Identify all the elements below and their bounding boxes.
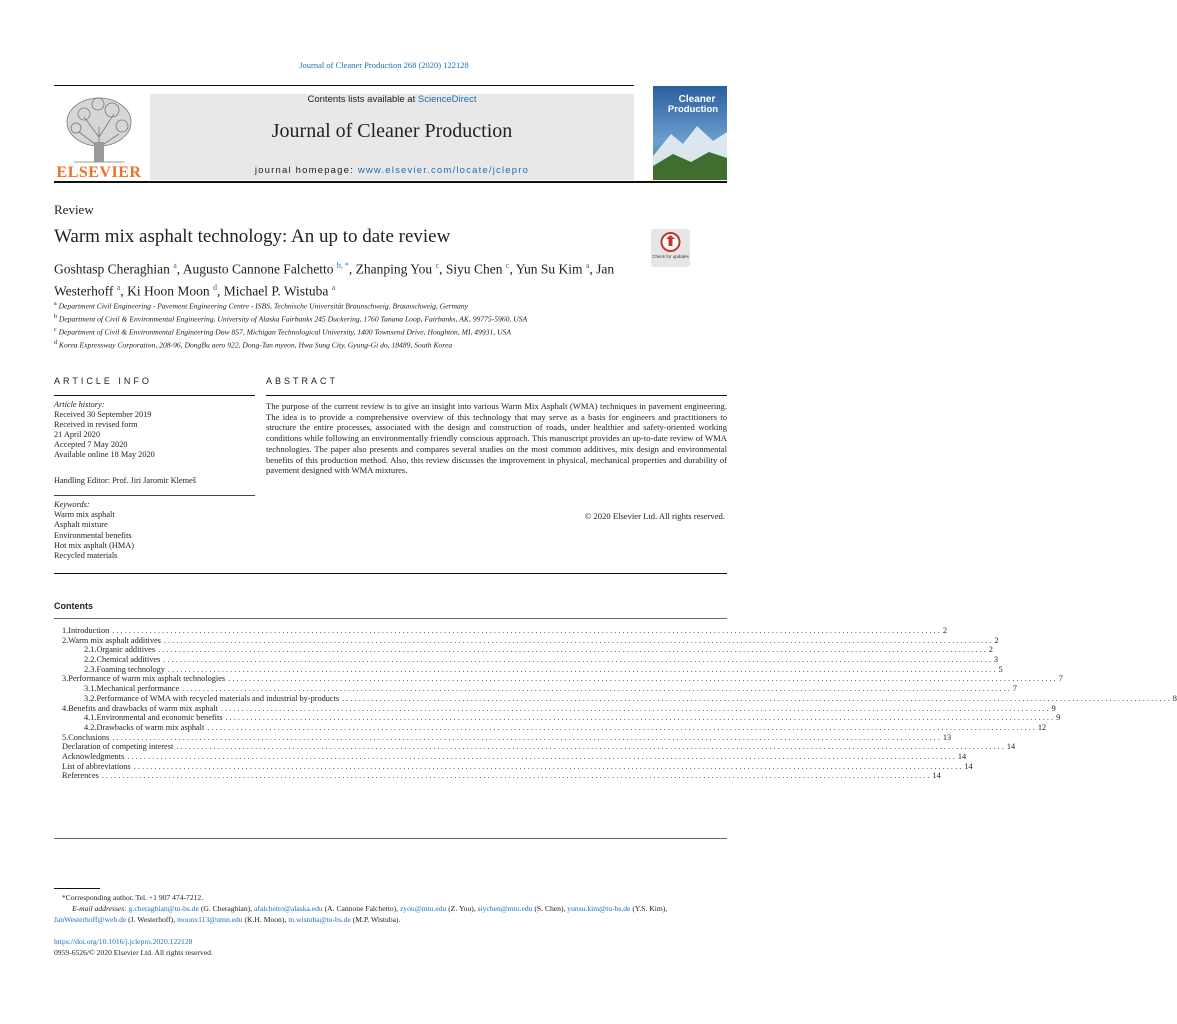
author-affiliation-mark[interactable]: a: [116, 282, 121, 292]
toc-leader-dots: . . . . . . . . . . . . . . . . . . . . . . . . . . . . . . . . . . . . . . . . . . . . . . . . . . . . . . . . . . . . . . . . . . . . . . . . . . . . . . . . . . . . . . . . . . . . . . . . . . . . . . . . . . . . . . . . . . . . . . . . . . . . . . . . . . . . . . . . . . . . . . . . . . . . . . . . . . . . . . . . . . . . . . . . . . . . . . . . . . . . . . . . . . . . . . . . . . . . . . . .: [221, 703, 1049, 713]
email-link[interactable]: siychen@mtu.edu: [477, 904, 533, 913]
toc-title[interactable]: Performance of warm mix asphalt technologies: [68, 674, 226, 684]
toc-number: [54, 752, 62, 762]
toc-title[interactable]: Organic additives: [96, 645, 156, 655]
toc-entry[interactable]: [54, 751, 967, 762]
toc-page: 8: [1172, 693, 1177, 703]
email-addresses: E-mail addresses: g.cheraghian@tu-bs.de (G. Cheraghian), afalchetto@alaska.edu (A. Cannone Falchetto), zyou@mtu.edu (Z. You), siychen@mtu.edu (S. Chen), yunsu.kim@tu-bs.de (Y.S. Kim), JanWesterhoff@web.de (J. Westerhoff), moonx113@umn.edu (K.H. Moon), m.wistuba@tu-bs.de (M.P. Wistuba).: [54, 904, 668, 924]
author-name[interactable]: Yun Su Kim: [515, 261, 583, 277]
toc-number: 2.2.: [84, 655, 97, 665]
article-info-heading: ARTICLE INFO: [54, 376, 152, 386]
toc-leader-dots: . . . . . . . . . . . . . . . . . . . . . . . . . . . . . . . . . . . . . . . . . . . . . . . . . . . . . . . . . . . . . . . . . . . . . . . . . . . . . . . . . . . . . . . . . . . . . . . . . . . . . . . . . . . . . . . . . . . . . . . . . . . . . . . . . . . . . . . . . . . . . . . . . . . . . . . . . . . . . . . . . . . . . . . . . . . . . . . . . . . . . . . . . . . . . . . . . . . . . . . .: [176, 742, 1004, 752]
author-affiliation-mark[interactable]: c: [435, 261, 440, 270]
author-affiliation-mark[interactable]: a: [173, 261, 177, 270]
toc-title[interactable]: Warm mix asphalt additives: [68, 635, 161, 645]
toc-title[interactable]: Foaming technology: [96, 664, 165, 674]
history-label: Article history:: [54, 400, 105, 409]
article-type: Review: [54, 202, 94, 217]
affiliation-item: [54, 312, 734, 325]
toc-entry[interactable]: [54, 703, 1056, 714]
author-name[interactable]: Zhanping You: [355, 261, 433, 277]
toc-leader-dots: . . . . . . . . . . . . . . . . . . . . . . . . . . . . . . . . . . . . . . . . . . . . . . . . . . . . . . . . . . . . . . . . . . . . . . . . . . . . . . . . . . . . . . . . . . . . . . . . . . . . . . . . . . . . . . . . . . . . . . . . . . . . . . . . . . . . . . . . . . . . . . . . . . . . . . . . . . . . . . . . . . . . . . . . . . . . . . . . . . . . . . . . . . . . . . . . . . . . . . . .: [112, 732, 940, 742]
toc-number: 5.: [62, 732, 69, 742]
contents-available-text: Contents lists available at: [307, 94, 418, 105]
keyword-item: Recycled materials: [54, 551, 118, 561]
toc-leader-dots: . . . . . . . . . . . . . . . . . . . . . . . . . . . . . . . . . . . . . . . . . . . . . . . . . . . . . . . . . . . . . . . . . . . . . . . . . . . . . . . . . . . . . . . . . . . . . . . . . . . . . . . . . . . . . . . . . . . . . . . . . . . . . . . . . . . . . . . . . . . . . . . . . . . . . . . . . . . . . . . . . . . . . . . . . . . . . . . . . . . . . . . . . . . . . . . . . . . . . . . .: [133, 761, 962, 771]
paper-title: Warm mix asphalt technology: An up to date review: [54, 226, 451, 247]
affiliation-key: d: [54, 340, 57, 347]
author-name[interactable]: Ki Hoon Moon: [127, 283, 210, 298]
author-name[interactable]: Jan Westerhoff: [54, 261, 615, 298]
toc-number: [54, 762, 62, 772]
affiliation-item: [54, 338, 734, 351]
toc-page: 3: [993, 655, 999, 665]
toc-leader-dots: . . . . . . . . . . . . . . . . . . . . . . . . . . . . . . . . . . . . . . . . . . . . . . . . . . . . . . . . . . . . . . . . . . . . . . . . . . . . . . . . . . . . . . . . . . . . . . . . . . . . . . . . . . . . . . . . . . . . . . . . . . . . . . . . . . . . . . . . . . . . . . . . . . . . . . . . . . . . . . . . . . . . . . . . . . . . . . . . . . . . . . . . . . . . . . . . . . . . . . . .: [342, 693, 1170, 703]
keyword-item: Hot mix asphalt (HMA): [54, 540, 134, 550]
toc-page: 2: [942, 626, 948, 635]
author-name[interactable]: Goshtasp Cheraghian: [54, 261, 170, 277]
author-affiliation-mark[interactable]: b, *: [336, 261, 349, 270]
email-link[interactable]: afalchetto@alaska.edu: [253, 904, 323, 913]
toc-title[interactable]: Performance of WMA with recycled materials and industrial by-products: [96, 693, 340, 703]
history-item: Received 30 September 2019: [54, 410, 152, 419]
toc-number: 1.: [62, 626, 69, 635]
toc-page: 7: [1012, 684, 1017, 694]
toc-entry[interactable]: [54, 732, 952, 743]
toc-leader-dots: . . . . . . . . . . . . . . . . . . . . . . . . . . . . . . . . . . . . . . . . . . . . . . . . . . . . . . . . . . . . . . . . . . . . . . . . . . . . . . . . . . . . . . . . . . . . . . . . . . . . . . . . . . . . . . . . . . . . . . . . . . . . . . . . . . . . . . . . . . . . . . . . . . . . . . . . . . . . . . . . . . . . . . . . . . . . . . . . . . . . . . . . . . . . . . . . . . . . . . . .: [127, 751, 955, 761]
toc-entry[interactable]: [54, 713, 1061, 723]
toc-number: 3.2.: [84, 693, 97, 703]
footnote-rule: [54, 888, 100, 889]
abstract-text: The purpose of the current review is to give an insight into various Warm Mix Asphalt (WMA) techniques in pavement engineering. The idea is to provide a comprehensive overview of this technology that may serve as a basis for engineers and practitioners to structure the entire processes, associated with the design and construction of roads, under healthier and safety-oriented working conditions while following an environmentally friendly conscious approach. This manuscript provides an up-to-date review of WMA technologies. The paper also presents and compares several studies on the most common additives, mix design and environmental benefits of this production method. Also, this review discusses the improvement in physical, mechanical properties and durability of pavement designed with WMA mixtures.: [266, 401, 727, 476]
cover-title-line2: Production: [667, 104, 719, 115]
author-affiliation-mark[interactable]: a: [331, 282, 336, 292]
contents-heading: Contents: [54, 601, 93, 611]
toc-entry[interactable]: [54, 664, 1003, 675]
author-name[interactable]: Augusto Cannone Falchetto: [182, 261, 334, 277]
keywords-rule: [54, 495, 255, 496]
contents-bottom-rule: [54, 838, 727, 839]
keywords-label: Keywords:: [54, 500, 90, 509]
history-item: 21 April 2020: [54, 430, 101, 439]
toc-title[interactable]: Introduction: [68, 626, 110, 635]
affiliation-key: b: [54, 314, 57, 321]
toc-title[interactable]: Acknowledgments: [62, 751, 125, 761]
toc-number: 4.2.: [84, 722, 97, 732]
homepage-label: journal homepage:: [254, 165, 358, 176]
keyword-list: [54, 510, 255, 561]
toc-entry[interactable]: [54, 761, 973, 772]
check-updates-icon: [651, 229, 690, 267]
toc-leader-dots: . . . . . . . . . . . . . . . . . . . . . . . . . . . . . . . . . . . . . . . . . . . . . . . . . . . . . . . . . . . . . . . . . . . . . . . . . . . . . . . . . . . . . . . . . . . . . . . . . . . . . . . . . . . . . . . . . . . . . . . . . . . . . . . . . . . . . . . . . . . . . . . . . . . . . . . . . . . . . . . . . . . . . . . . . . . . . . . . . . . . . . . . . . . . . . . . . . . . . . . .: [163, 655, 991, 665]
history-item: Available online 18 May 2020: [54, 450, 155, 459]
author-affiliation-mark[interactable]: a: [585, 261, 590, 270]
doi-link[interactable]: https://doi.org/10.1016/j.jclepro.2020.122128: [54, 937, 193, 946]
email-link[interactable]: moonx113@umn.edu: [177, 915, 243, 924]
keyword-item: Environmental benefits: [54, 530, 132, 540]
footnote-block: [54, 892, 727, 925]
toc-page: 9: [1056, 713, 1061, 723]
affiliation-text: Department of Civil & Environmental Engineering, University of Alaska Fairbanks 245 Duckering, 1760 Tanana Loop, Fairbanks, AK, 99775-5960, USA: [58, 314, 528, 324]
author-name[interactable]: Siyu Chen: [445, 261, 503, 277]
affiliations: [54, 299, 734, 351]
toc-number: [54, 771, 62, 781]
email-link[interactable]: yunsu.kim@tu-bs.de: [567, 904, 631, 913]
section-divider: [54, 573, 727, 574]
affiliation-text: Department of Civil & Environmental Engineering Dow 857, Michigan Technological University, 1400 Townsend Drive, Houghton, MI, 49931, USA: [58, 327, 511, 337]
toc-entry[interactable]: [54, 684, 1017, 694]
cover-title-line1: Cleaner: [678, 94, 716, 105]
banner-top-rule: [54, 85, 634, 86]
toc-page: 14: [932, 771, 941, 781]
toc-page: 14: [1006, 742, 1016, 752]
issn-line: 0959-6526/© 2020 Elsevier Ltd. All rights reserved.: [54, 947, 213, 957]
toc-leader-dots: . . . . . . . . . . . . . . . . . . . . . . . . . . . . . . . . . . . . . . . . . . . . . . . . . . . . . . . . . . . . . . . . . . . . . . . . . . . . . . . . . . . . . . . . . . . . . . . . . . . . . . . . . . . . . . . . . . . . . . . . . . . . . . . . . . . . . . . . . . . . . . . . . . . . . . . . . . . . . . . . . . . . . . . . . . . . . . . . . . . . . . . . . . . . . . . . . . . . . . . .: [101, 771, 930, 781]
affiliation-key: c: [54, 327, 57, 334]
toc-leader-dots: . . . . . . . . . . . . . . . . . . . . . . . . . . . . . . . . . . . . . . . . . . . . . . . . . . . . . . . . . . . . . . . . . . . . . . . . . . . . . . . . . . . . . . . . . . . . . . . . . . . . . . . . . . . . . . . . . . . . . . . . . . . . . . . . . . . . . . . . . . . . . . . . . . . . . . . . . . . . . . . . . . . . . . . . . . . . . . . . . . . . . . . . . . . . . . . . . . . . . . . .: [163, 635, 992, 645]
toc-number: 2.1.: [84, 645, 97, 655]
toc-entry[interactable]: [54, 645, 993, 655]
email-owner: (S. Chen): [534, 904, 564, 913]
toc-number: 3.1.: [84, 684, 97, 694]
toc-number: 4.1.: [84, 713, 97, 723]
affiliation-item: [54, 299, 734, 312]
toc-title[interactable]: List of abbreviations: [62, 761, 131, 771]
toc-page: 5: [998, 664, 1003, 674]
abstract-rule: [266, 395, 727, 396]
email-owner: (J. Westerhoff): [128, 915, 174, 924]
toc-page: 2: [988, 645, 993, 655]
email-owner: (A. Cannone Falchetto): [324, 904, 397, 913]
toc-page: 2: [994, 635, 999, 645]
toc-leader-dots: . . . . . . . . . . . . . . . . . . . . . . . . . . . . . . . . . . . . . . . . . . . . . . . . . . . . . . . . . . . . . . . . . . . . . . . . . . . . . . . . . . . . . . . . . . . . . . . . . . . . . . . . . . . . . . . . . . . . . . . . . . . . . . . . . . . . . . . . . . . . . . . . . . . . . . . . . . . . . . . . . . . . . . . . . . . . . . . . . . . . . . . . . . . . . . . . . . . . . . . .: [225, 713, 1054, 723]
toc-number: 2.: [62, 635, 69, 645]
toc-number: [54, 742, 62, 752]
toc-page: 14: [957, 751, 967, 761]
history-list: [54, 410, 255, 460]
journal-reference[interactable]: Journal of Cleaner Production 268 (2020) 122128: [299, 60, 469, 70]
keywords-block: [54, 500, 255, 561]
sciencedirect-link[interactable]: ScienceDirect: [417, 94, 477, 105]
toc-leader-dots: . . . . . . . . . . . . . . . . . . . . . . . . . . . . . . . . . . . . . . . . . . . . . . . . . . . . . . . . . . . . . . . . . . . . . . . . . . . . . . . . . . . . . . . . . . . . . . . . . . . . . . . . . . . . . . . . . . . . . . . . . . . . . . . . . . . . . . . . . . . . . . . . . . . . . . . . . . . . . . . . . . . . . . . . . . . . . . . . . . . . . . . . . . . . . . . . . . . . . . . .: [167, 664, 996, 674]
toc-title[interactable]: Drawbacks of warm mix asphalt: [96, 722, 205, 732]
affiliation-item: [54, 325, 734, 338]
toc-title[interactable]: References: [62, 771, 99, 781]
toc-entry[interactable]: [54, 722, 1047, 733]
toc-entry[interactable]: [54, 626, 948, 636]
contents-available-line: [150, 94, 634, 105]
toc-entry[interactable]: [54, 674, 1063, 684]
email-link[interactable]: m.wistuba@tu-bs.de: [288, 915, 351, 924]
affiliation-text: Korea Expressway Corporation, 208-96, DongBu aero 922, Dong-Tan myeon, Hwa Sung City, Gyung-Gi do, 18489, South Korea: [58, 340, 453, 350]
elsevier-wordmark: ELSEVIER: [56, 164, 142, 181]
toc-entry[interactable]: [54, 771, 941, 781]
email-link[interactable]: zyou@mtu.edu: [399, 904, 447, 913]
handling-editor: Handling Editor: Prof. Jiri Jaromir Klemeš: [54, 476, 196, 485]
toc-number: 4.: [62, 703, 69, 713]
toc-title[interactable]: Conclusions: [68, 732, 110, 742]
toc-title[interactable]: Mechanical performance: [96, 684, 180, 694]
abstract-heading: ABSTRACT: [266, 376, 339, 386]
article-history: [54, 400, 255, 460]
author-affiliation-mark[interactable]: c: [505, 261, 510, 270]
toc-page: 9: [1051, 703, 1056, 713]
author-list: Goshtasp Cheraghian $^a$, Augusto Cannone Falchetto $^{b, *}$, Zhanping You $^c$, Siyu Chen $^c$, Yun Su Kim $^a$, Jan Westerhoff $^a$, Ki Hoon Moon $^d$, Michael P. Wistuba $^a$: [54, 261, 615, 298]
toc-entry[interactable]: [54, 635, 999, 646]
check-updates-label: Check for updates: [652, 254, 689, 259]
toc-title[interactable]: Benefits and drawbacks of warm mix asphalt: [68, 703, 218, 713]
toc-leader-dots: . . . . . . . . . . . . . . . . . . . . . . . . . . . . . . . . . . . . . . . . . . . . . . . . . . . . . . . . . . . . . . . . . . . . . . . . . . . . . . . . . . . . . . . . . . . . . . . . . . . . . . . . . . . . . . . . . . . . . . . . . . . . . . . . . . . . . . . . . . . . . . . . . . . . . . . . . . . . . . . . . . . . . . . . . . . . . . . . . . . . . . . . . . . . . . . . . . . . . . . .: [207, 722, 1035, 732]
banner-bottom-rule: [54, 181, 727, 183]
table-of-contents: [54, 626, 1177, 781]
affiliation-key: a: [54, 301, 57, 307]
email-owner: (Z. You): [448, 904, 474, 913]
email-owner: (K.H. Moon): [244, 915, 285, 924]
corresponding-author-note: *Corresponding author. Tel. +1 907 474-7212.: [62, 893, 204, 902]
author-affiliation-mark[interactable]: d: [212, 282, 217, 292]
toc-number: 3.: [62, 674, 69, 684]
toc-leader-dots: . . . . . . . . . . . . . . . . . . . . . . . . . . . . . . . . . . . . . . . . . . . . . . . . . . . . . . . . . . . . . . . . . . . . . . . . . . . . . . . . . . . . . . . . . . . . . . . . . . . . . . . . . . . . . . . . . . . . . . . . . . . . . . . . . . . . . . . . . . . . . . . . . . . . . . . . . . . . . . . . . . . . . . . . . . . . . . . . . . . . . . . . . . . . . . . . . . . . . . . .: [228, 674, 1056, 684]
homepage-link[interactable]: www.elsevier.com/locate/jclepro: [357, 165, 530, 176]
check-for-updates-button[interactable]: [651, 229, 690, 267]
journal-homepage-line: [150, 165, 634, 176]
journal-title: Journal of Cleaner Production: [271, 120, 513, 142]
email-link[interactable]: JanWesterhoff@web.de: [54, 915, 127, 924]
email-owner: (Y.S. Kim): [632, 904, 666, 913]
email-owner: (M.P. Wistuba): [352, 915, 399, 924]
contents-top-rule: [54, 618, 727, 619]
toc-page: 12: [1037, 722, 1047, 732]
toc-leader-dots: . . . . . . . . . . . . . . . . . . . . . . . . . . . . . . . . . . . . . . . . . . . . . . . . . . . . . . . . . . . . . . . . . . . . . . . . . . . . . . . . . . . . . . . . . . . . . . . . . . . . . . . . . . . . . . . . . . . . . . . . . . . . . . . . . . . . . . . . . . . . . . . . . . . . . . . . . . . . . . . . . . . . . . . . . . . . . . . . . . . . . . . . . . . . . . . . . . . . . . . .: [112, 626, 940, 635]
toc-title[interactable]: Environmental and economic benefits: [96, 713, 223, 723]
toc-entry[interactable]: [54, 742, 1016, 752]
journal-cover-image: [653, 86, 727, 180]
email-link[interactable]: g.cheraghian@tu-bs.de: [128, 904, 199, 913]
toc-page: 7: [1058, 674, 1063, 684]
toc-leader-dots: . . . . . . . . . . . . . . . . . . . . . . . . . . . . . . . . . . . . . . . . . . . . . . . . . . . . . . . . . . . . . . . . . . . . . . . . . . . . . . . . . . . . . . . . . . . . . . . . . . . . . . . . . . . . . . . . . . . . . . . . . . . . . . . . . . . . . . . . . . . . . . . . . . . . . . . . . . . . . . . . . . . . . . . . . . . . . . . . . . . . . . . . . . . . . . . . . . . . . . . .: [182, 684, 1010, 694]
article-info-rule: [54, 395, 255, 396]
keyword-item: Asphalt mixture: [54, 520, 108, 530]
author-name[interactable]: Michael P. Wistuba: [223, 283, 329, 298]
email-owner: (G. Cheraghian): [200, 904, 251, 913]
toc-title[interactable]: Chemical additives: [96, 655, 161, 665]
history-item: Received in revised form: [54, 420, 138, 429]
abstract-copyright: © 2020 Elsevier Ltd. All rights reserved.: [584, 511, 725, 521]
toc-page: 14: [964, 761, 973, 771]
toc-number: 2.3.: [84, 664, 97, 674]
keyword-item: Warm mix asphalt: [54, 510, 115, 520]
toc-entry[interactable]: [54, 693, 1177, 704]
toc-page: 13: [942, 732, 952, 742]
affiliation-text: Department Civil Engineering - Pavement Engineering Centre - ISBS, Technische Universität Braunschweig, Braunschweig, Germany: [58, 301, 468, 311]
email-label: E-mail addresses:: [72, 904, 127, 913]
toc-entry[interactable]: [54, 655, 999, 665]
toc-title[interactable]: Declaration of competing interest: [62, 742, 174, 752]
history-item: Accepted 7 May 2020: [54, 440, 128, 449]
toc-leader-dots: . . . . . . . . . . . . . . . . . . . . . . . . . . . . . . . . . . . . . . . . . . . . . . . . . . . . . . . . . . . . . . . . . . . . . . . . . . . . . . . . . . . . . . . . . . . . . . . . . . . . . . . . . . . . . . . . . . . . . . . . . . . . . . . . . . . . . . . . . . . . . . . . . . . . . . . . . . . . . . . . . . . . . . . . . . . . . . . . . . . . . . . . . . . . . . . . . . . . . . . .: [158, 645, 986, 655]
doi-block: [54, 937, 213, 958]
